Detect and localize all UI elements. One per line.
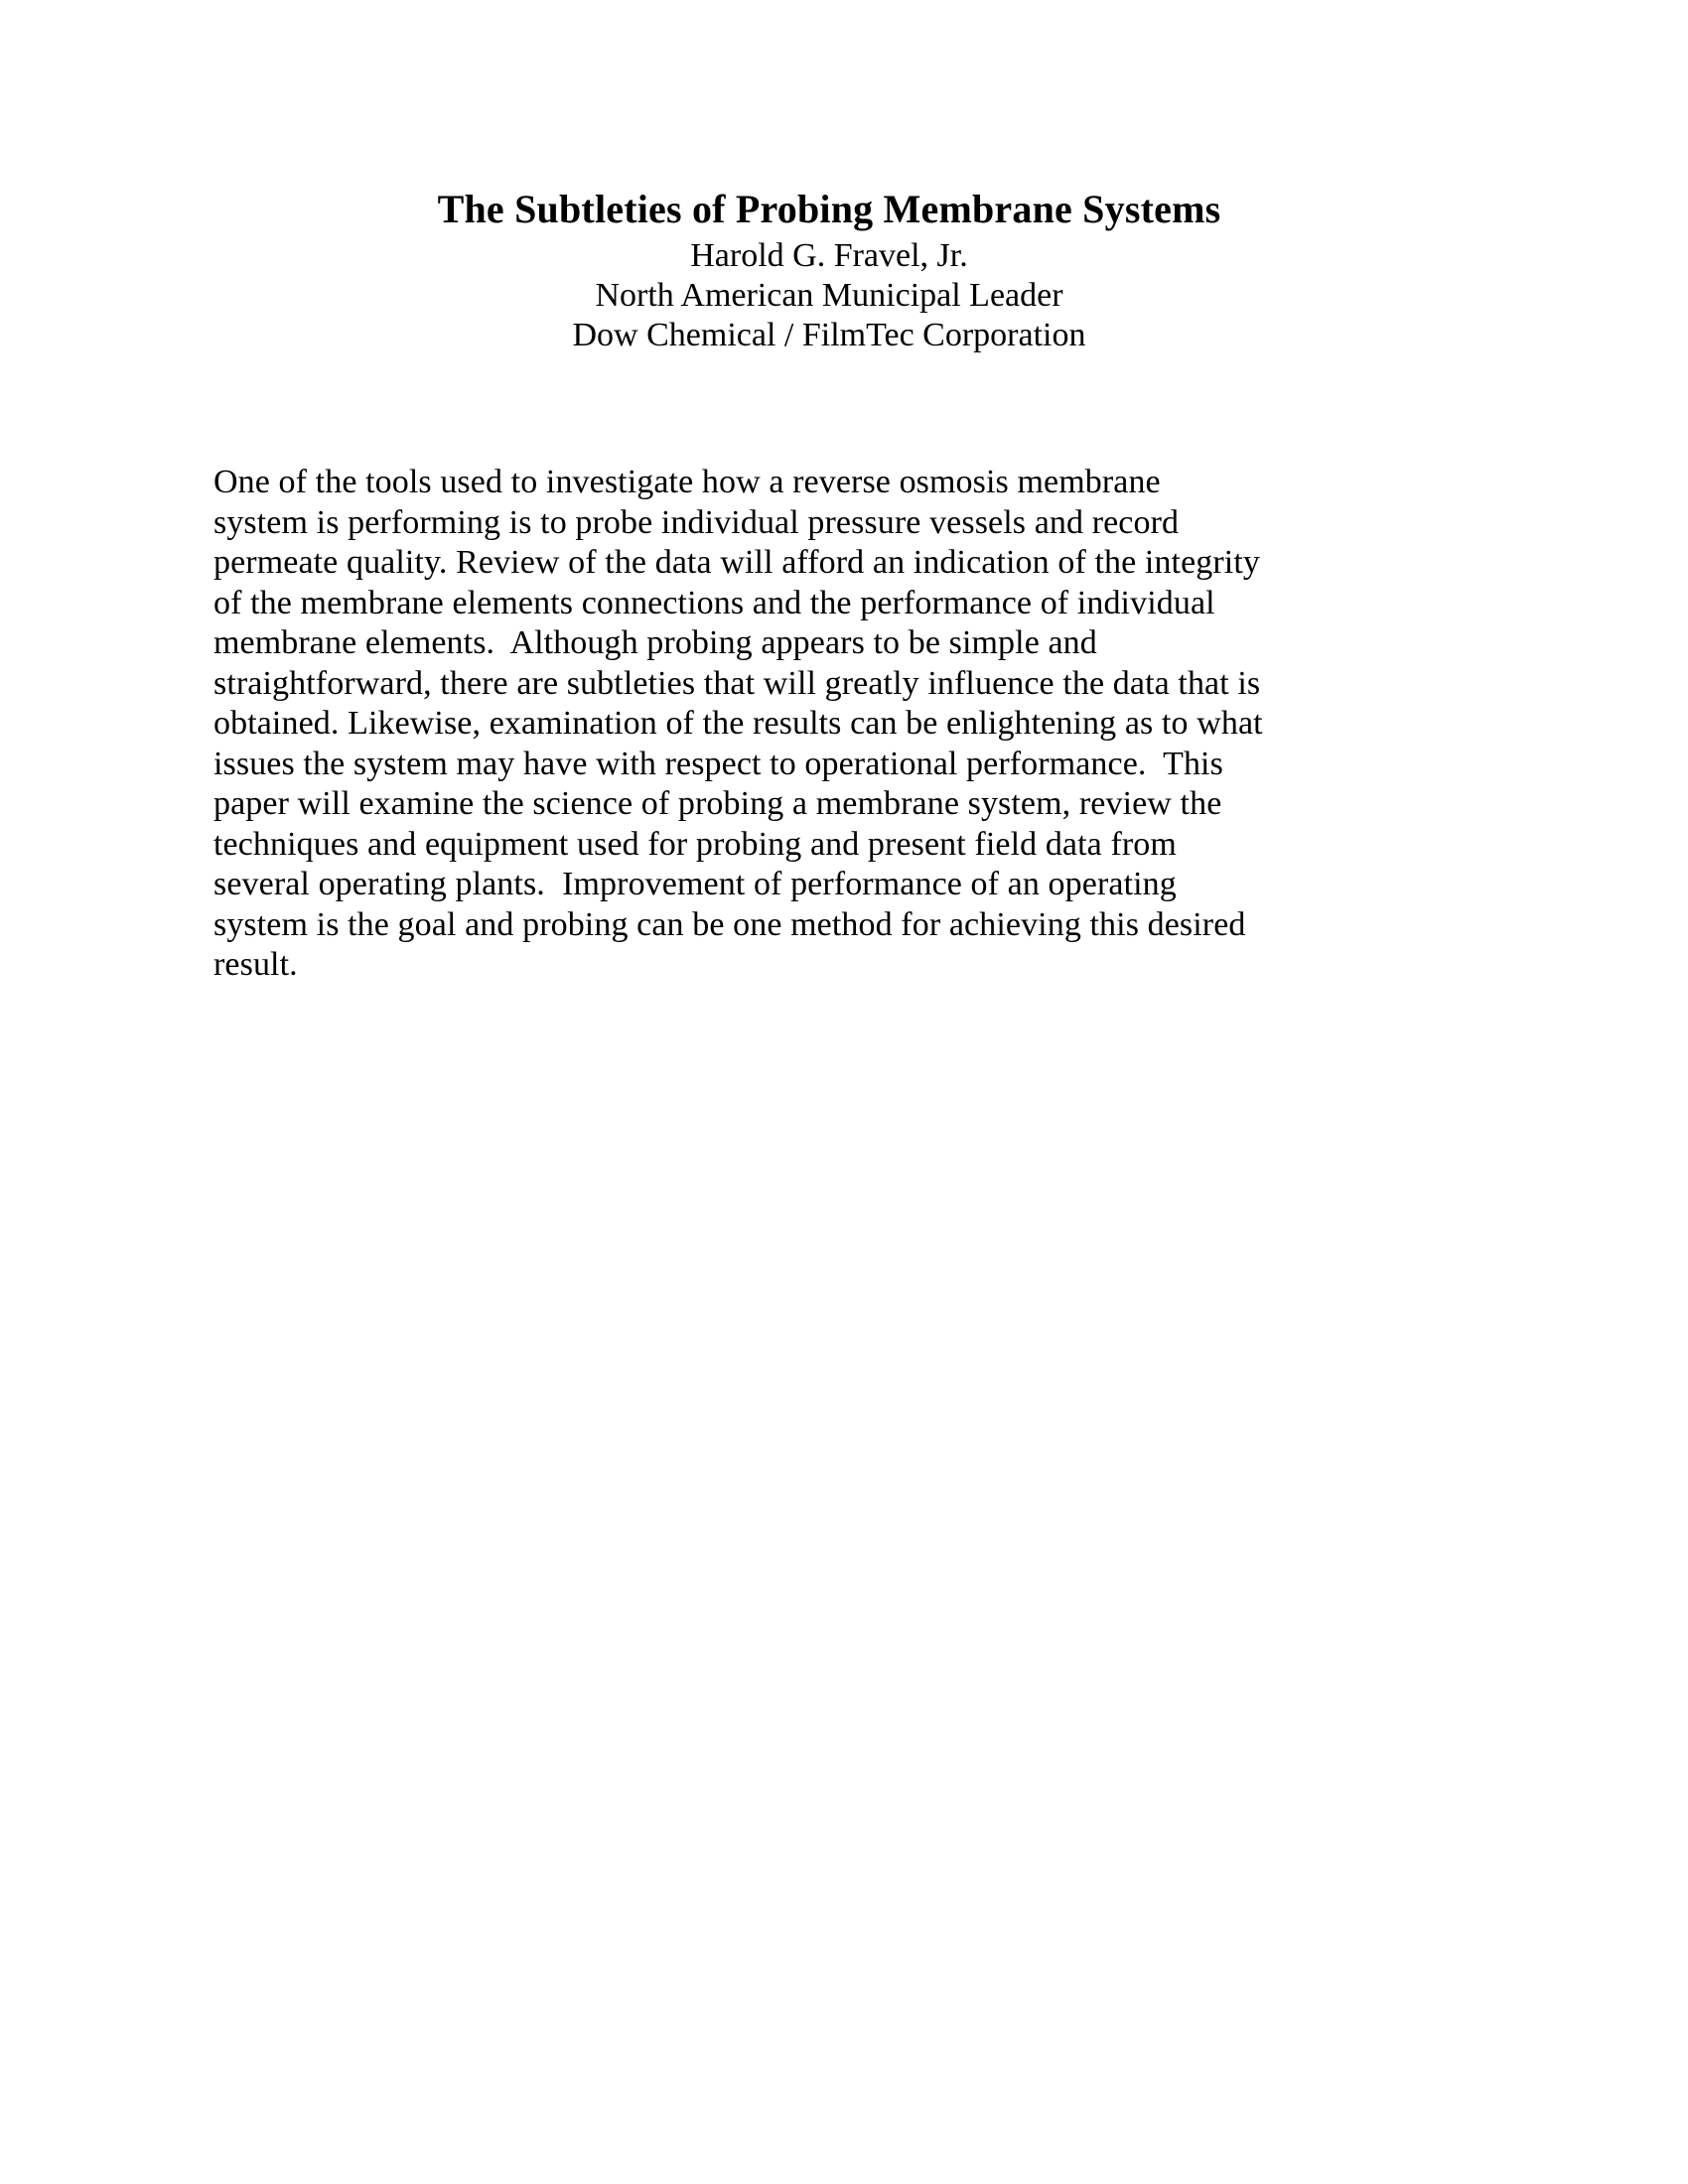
abstract-line: of the membrane elements connections and the performance of individual bbox=[213, 584, 1215, 621]
paper-title: The Subtleties of Probing Membrane Systems bbox=[437, 187, 1221, 231]
abstract-line: issues the system may have with respect to operational performance. This bbox=[213, 745, 1223, 782]
abstract-paragraph bbox=[213, 463, 1445, 986]
abstract-line: system is the goal and probing can be one method for achieving this desired bbox=[213, 905, 1246, 943]
abstract-line: result. bbox=[213, 946, 298, 983]
abstract-line: straightforward, there are subtleties that will greatly influence the data that is bbox=[213, 664, 1261, 702]
abstract-line: system is performing is to probe individual pressure vessels and record bbox=[213, 503, 1180, 541]
abstract-line: permeate quality. Review of the data will afford an indication of the integrity bbox=[213, 544, 1260, 581]
affiliation: Dow Chemical / FilmTec Corporation bbox=[572, 317, 1086, 353]
abstract-line: membrane elements. Although probing appears to be simple and bbox=[213, 624, 1097, 661]
page-content bbox=[213, 185, 1445, 986]
abstract-line: several operating plants. Improvement of performance of an operating bbox=[213, 866, 1177, 902]
abstract-line: paper will examine the science of probing a membrane system, review the bbox=[213, 785, 1222, 822]
title-block bbox=[213, 185, 1445, 355]
author-role: North American Municipal Leader bbox=[595, 277, 1063, 314]
abstract-line: One of the tools used to investigate how a reverse osmosis membrane bbox=[213, 464, 1161, 500]
abstract-line: techniques and equipment used for probing and present field data from bbox=[213, 825, 1177, 863]
author-name: Harold G. Fravel, Jr. bbox=[690, 237, 968, 274]
abstract-line: obtained. Likewise, examination of the results can be enlightening as to what bbox=[213, 705, 1263, 742]
